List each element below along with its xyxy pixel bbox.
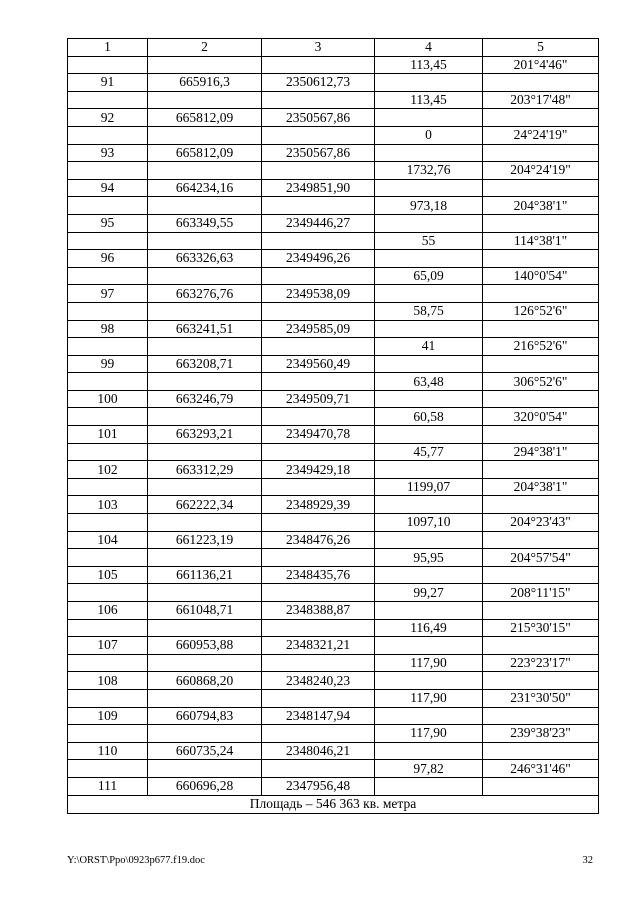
table-cell-col-1 [68,267,148,285]
table-cell-col-1: 108 [68,672,148,690]
table-cell-col-3: 2348147,94 [262,707,375,725]
table-cell-col-3 [262,162,375,180]
table-cell-col-5 [483,144,599,162]
table-cell-col-3 [262,267,375,285]
table-cell-col-3 [262,584,375,602]
table-cell-col-4: 117,90 [375,725,483,743]
table-cell-col-2 [148,91,262,109]
table-cell-col-2: 660953,88 [148,637,262,655]
table-cell-col-3: 2349585,09 [262,320,375,338]
table-cell-col-2 [148,689,262,707]
table-row [68,197,599,215]
table-cell-col-3 [262,478,375,496]
table-row [68,267,599,285]
table-cell-col-1: 106 [68,602,148,620]
table-cell-col-3 [262,56,375,74]
table-cell-col-3 [262,549,375,567]
table-cell-col-1: 109 [68,707,148,725]
table-cell-col-1: 110 [68,742,148,760]
table-cell-col-4 [375,320,483,338]
table-cell-col-5 [483,637,599,655]
table-cell-col-1 [68,162,148,180]
table-cell-col-4 [375,250,483,268]
table-cell-col-4: 113,45 [375,56,483,74]
table-cell-col-2: 663312,29 [148,461,262,479]
table-cell-col-5 [483,707,599,725]
table-cell-col-2: 660696,28 [148,777,262,795]
table-cell-col-4: 60,58 [375,408,483,426]
table-cell-col-4 [375,496,483,514]
table-cell-col-4: 117,90 [375,654,483,672]
table-row [68,514,599,532]
table-cell-col-3: 2350567,86 [262,144,375,162]
table-cell-col-1: 100 [68,390,148,408]
table-cell-col-3: 2348929,39 [262,496,375,514]
table-cell-col-3: 2349496,26 [262,250,375,268]
table-cell-col-4 [375,637,483,655]
table-cell-col-4: 45,77 [375,443,483,461]
table-cell-col-1: 95 [68,214,148,232]
table-cell-col-2: 663349,55 [148,214,262,232]
table-row [68,250,599,268]
table-row [68,461,599,479]
table-cell-col-2 [148,302,262,320]
coordinates-table [67,38,599,814]
table-cell-col-4: 97,82 [375,760,483,778]
table-cell-col-4 [375,672,483,690]
table-cell-col-1 [68,91,148,109]
table-cell-col-1 [68,760,148,778]
table-cell-col-5 [483,566,599,584]
table-cell-col-1: 111 [68,777,148,795]
table-cell-col-2 [148,267,262,285]
table-cell-col-1 [68,232,148,250]
table-cell-col-3: 2348046,21 [262,742,375,760]
table-row [68,109,599,127]
table-cell-col-3: 2349470,78 [262,426,375,444]
table-cell-col-2: 663276,76 [148,285,262,303]
table-cell-col-5: 306°52'6" [483,373,599,391]
table-cell-col-4 [375,602,483,620]
table-cell-col-3 [262,338,375,356]
table-cell-col-4: 58,75 [375,302,483,320]
table-row [68,584,599,602]
table-cell-col-1 [68,689,148,707]
table-cell-col-1 [68,126,148,144]
table-cell-col-5 [483,250,599,268]
table-cell-col-3 [262,197,375,215]
page-number: 32 [582,855,593,866]
table-cell-col-5: 294°38'1" [483,443,599,461]
table-cell-col-3: 2349509,71 [262,390,375,408]
table-cell-col-1: 107 [68,637,148,655]
table-cell-col-3 [262,514,375,532]
table-cell-col-1: 96 [68,250,148,268]
table-cell-col-3: 2349446,27 [262,214,375,232]
table-cell-col-1 [68,654,148,672]
table-cell-col-4: 95,95 [375,549,483,567]
table-cell-col-1 [68,302,148,320]
table-cell-col-1: 91 [68,74,148,92]
table-row [68,426,599,444]
table-row [68,602,599,620]
table-row [68,707,599,725]
table-cell-col-3: 2348240,23 [262,672,375,690]
table-cell-col-5 [483,74,599,92]
table-cell-col-2: 663246,79 [148,390,262,408]
table-row [68,566,599,584]
table-cell-col-5 [483,531,599,549]
table-cell-col-3 [262,443,375,461]
table-row [68,338,599,356]
table-cell-col-3: 2349851,90 [262,179,375,197]
table-row [68,443,599,461]
table-cell-col-4: 116,49 [375,619,483,637]
table-cell-col-4 [375,355,483,373]
table-cell-col-4 [375,74,483,92]
table-cell-col-1 [68,56,148,74]
table-cell-col-3 [262,91,375,109]
table-cell-col-4: 99,27 [375,584,483,602]
table-cell-col-3: 2349429,18 [262,461,375,479]
table-cell-col-4: 55 [375,232,483,250]
table-row [68,285,599,303]
table-cell-col-4 [375,214,483,232]
table-cell-col-4 [375,144,483,162]
table-cell-col-5: 24°24'19" [483,126,599,144]
table-cell-col-5: 204°57'54" [483,549,599,567]
table-cell-col-1 [68,584,148,602]
table-row [68,162,599,180]
table-cell-col-5 [483,777,599,795]
table-cell-col-5: 203°17'48" [483,91,599,109]
table-cell-col-1: 97 [68,285,148,303]
table-cell-col-4 [375,461,483,479]
table-cell-col-3 [262,654,375,672]
header-col-5: 5 [483,39,599,57]
table-cell-col-2: 663293,21 [148,426,262,444]
table-cell-col-5: 201°4'46" [483,56,599,74]
table-cell-col-2 [148,373,262,391]
table-cell-col-5 [483,285,599,303]
table-cell-col-2: 660735,24 [148,742,262,760]
header-col-2: 2 [148,39,262,57]
area-total: Площадь – 546 363 кв. метра [68,795,599,813]
table-row [68,74,599,92]
table-cell-col-1 [68,408,148,426]
table-row [68,549,599,567]
table-row [68,672,599,690]
table-cell-col-2 [148,443,262,461]
table-row [68,637,599,655]
table-cell-col-1 [68,725,148,743]
table-cell-col-5: 126°52'6" [483,302,599,320]
table-row [68,619,599,637]
table-cell-col-4: 973,18 [375,197,483,215]
table-cell-col-5: 204°38'1" [483,478,599,496]
table-cell-col-2: 662222,34 [148,496,262,514]
table-row [68,56,599,74]
table-cell-col-5 [483,672,599,690]
table-cell-col-2 [148,408,262,426]
table-row [68,179,599,197]
table-cell-col-2 [148,232,262,250]
table-row [68,302,599,320]
table-cell-col-2 [148,725,262,743]
table-cell-col-2: 661136,21 [148,566,262,584]
table-row [68,654,599,672]
table-cell-col-3 [262,619,375,637]
table-cell-col-4 [375,777,483,795]
table-cell-col-2: 661223,19 [148,531,262,549]
table-cell-col-4: 0 [375,126,483,144]
table-cell-col-1 [68,514,148,532]
table-cell-col-3: 2350612,73 [262,74,375,92]
table-cell-col-3: 2349538,09 [262,285,375,303]
table-row [68,91,599,109]
table-cell-col-3: 2348435,76 [262,566,375,584]
table-row [68,214,599,232]
table-cell-col-1 [68,619,148,637]
header-col-3: 3 [262,39,375,57]
table-cell-col-4 [375,285,483,303]
table-cell-col-2 [148,760,262,778]
table-cell-col-5: 140°0'54" [483,267,599,285]
table-cell-col-1: 93 [68,144,148,162]
table-cell-col-3 [262,408,375,426]
table-cell-col-3 [262,725,375,743]
table-cell-col-4 [375,566,483,584]
table-cell-col-2 [148,549,262,567]
table-row [68,496,599,514]
table-cell-col-5 [483,496,599,514]
table-cell-col-5: 239°38'23" [483,725,599,743]
table-cell-col-3: 2349560,49 [262,355,375,373]
table-cell-col-4: 1732,76 [375,162,483,180]
table-cell-col-2: 660868,20 [148,672,262,690]
table-cell-col-3 [262,126,375,144]
table-cell-col-5 [483,320,599,338]
header-col-1: 1 [68,39,148,57]
table-cell-col-5 [483,355,599,373]
table-cell-col-1 [68,373,148,391]
table-cell-col-2 [148,478,262,496]
table-cell-col-5 [483,461,599,479]
table-cell-col-4: 41 [375,338,483,356]
table-row [68,725,599,743]
table-cell-col-5: 204°24'19" [483,162,599,180]
table-cell-col-5 [483,742,599,760]
table-cell-col-4 [375,531,483,549]
table-row [68,355,599,373]
table-cell-col-2: 661048,71 [148,602,262,620]
table-cell-col-5: 215°30'15" [483,619,599,637]
table-cell-col-5 [483,426,599,444]
table-cell-col-5: 216°52'6" [483,338,599,356]
table-cell-col-3: 2348321,21 [262,637,375,655]
table-header-row [68,39,599,57]
table-cell-col-1 [68,338,148,356]
table-cell-col-2 [148,514,262,532]
header-col-4: 4 [375,39,483,57]
table-cell-col-4: 117,90 [375,689,483,707]
table-cell-col-4 [375,179,483,197]
table-cell-col-4 [375,109,483,127]
table-cell-col-2: 663241,51 [148,320,262,338]
table-cell-col-1: 99 [68,355,148,373]
table-cell-col-2 [148,56,262,74]
table-row [68,390,599,408]
table-cell-col-5 [483,602,599,620]
table-cell-col-1 [68,197,148,215]
table-row [68,232,599,250]
table-cell-col-2 [148,162,262,180]
table-cell-col-4: 65,09 [375,267,483,285]
table-row [68,144,599,162]
table-cell-col-5 [483,390,599,408]
table-cell-col-3: 2350567,86 [262,109,375,127]
table-cell-col-5 [483,179,599,197]
table-cell-col-2 [148,619,262,637]
table-cell-col-3 [262,232,375,250]
table-cell-col-1 [68,443,148,461]
table-cell-col-1: 101 [68,426,148,444]
table-cell-col-2 [148,584,262,602]
table-cell-col-2 [148,197,262,215]
table-cell-col-5: 231°30'50" [483,689,599,707]
table-cell-col-5: 208°11'15" [483,584,599,602]
table-cell-col-1: 104 [68,531,148,549]
table-cell-col-2: 660794,83 [148,707,262,725]
table-cell-col-2: 663208,71 [148,355,262,373]
footer-file-path: Y:\ORST\Ppo\0923p677.f19.doc [67,855,205,866]
table-row [68,742,599,760]
table-row [68,126,599,144]
table-cell-col-5 [483,214,599,232]
table-cell-col-2: 665812,09 [148,109,262,127]
table-cell-col-1 [68,549,148,567]
table-row [68,320,599,338]
table-cell-col-1: 102 [68,461,148,479]
table-cell-col-3 [262,302,375,320]
table-row [68,689,599,707]
table-row [68,777,599,795]
area-row [68,795,599,813]
table-cell-col-1: 92 [68,109,148,127]
table-cell-col-1: 105 [68,566,148,584]
table-cell-col-2: 664234,16 [148,179,262,197]
table-cell-col-4 [375,390,483,408]
table-cell-col-5 [483,109,599,127]
table-cell-col-1: 94 [68,179,148,197]
table-cell-col-2: 665916,3 [148,74,262,92]
table-row [68,760,599,778]
table-cell-col-3 [262,760,375,778]
table-row [68,531,599,549]
table-cell-col-3: 2347956,48 [262,777,375,795]
table-cell-col-3: 2348476,26 [262,531,375,549]
table-cell-col-4: 1199,07 [375,478,483,496]
table-cell-col-5: 320°0'54" [483,408,599,426]
table-cell-col-1: 103 [68,496,148,514]
table-cell-col-4: 113,45 [375,91,483,109]
table-cell-col-3: 2348388,87 [262,602,375,620]
table-cell-col-4: 63,48 [375,373,483,391]
table-cell-col-1: 98 [68,320,148,338]
table-cell-col-3 [262,689,375,707]
table-row [68,408,599,426]
table-cell-col-4 [375,707,483,725]
table-cell-col-5: 204°23'43" [483,514,599,532]
table-row [68,478,599,496]
table-cell-col-5: 246°31'46" [483,760,599,778]
table-row [68,373,599,391]
table-cell-col-5: 114°38'1" [483,232,599,250]
table-cell-col-1 [68,478,148,496]
table-cell-col-2 [148,126,262,144]
table-cell-col-3 [262,373,375,391]
table-cell-col-4 [375,742,483,760]
table-cell-col-4: 1097,10 [375,514,483,532]
table-cell-col-2 [148,338,262,356]
table-cell-col-5: 223°23'17" [483,654,599,672]
table-cell-col-2: 665812,09 [148,144,262,162]
table-cell-col-5: 204°38'1" [483,197,599,215]
table-cell-col-2: 663326,63 [148,250,262,268]
table-cell-col-2 [148,654,262,672]
table-cell-col-4 [375,426,483,444]
